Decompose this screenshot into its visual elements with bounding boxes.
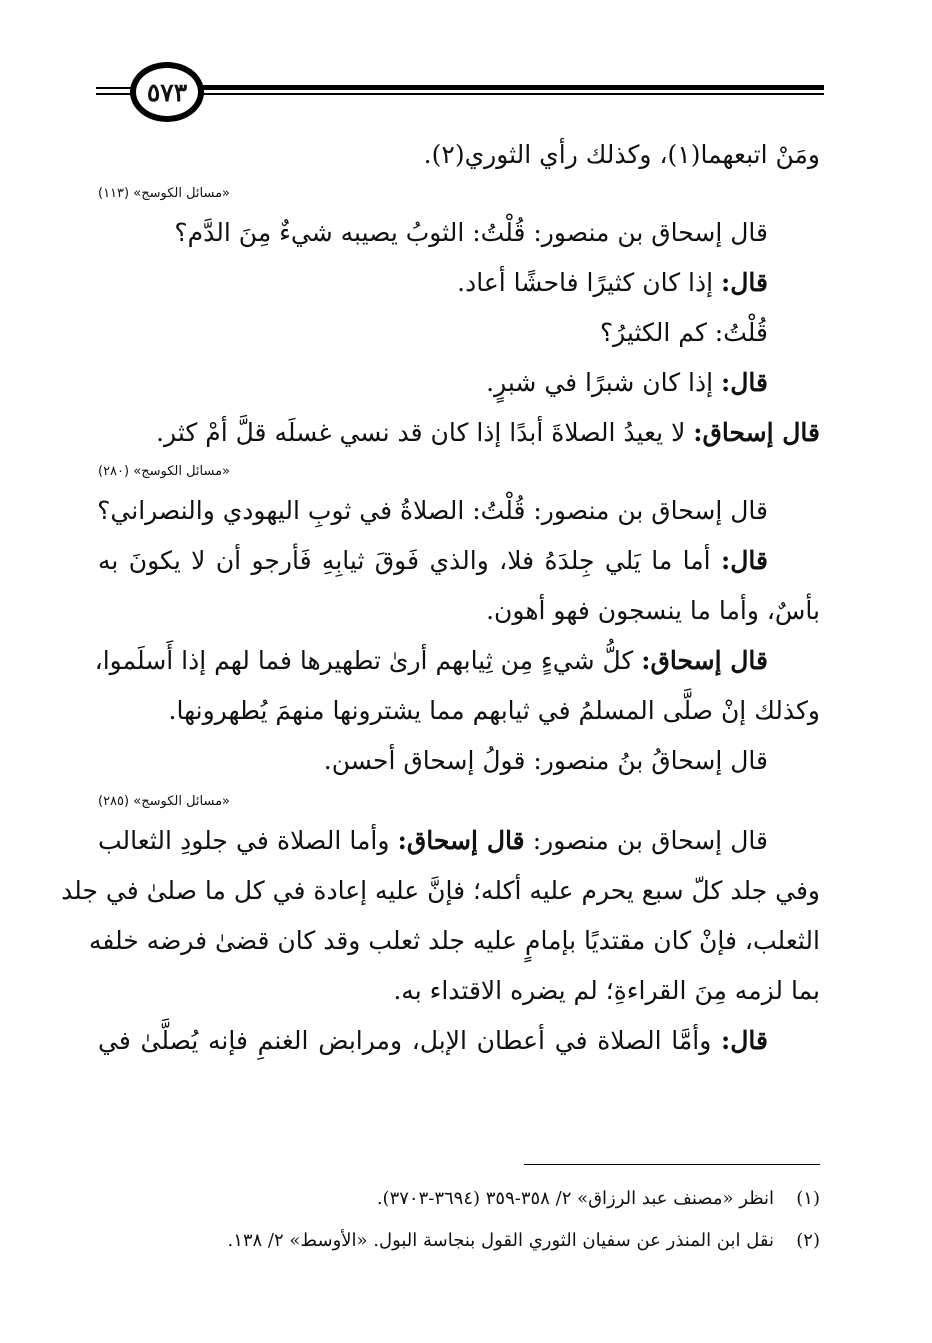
text-line (61, 866, 820, 916)
text-line (98, 308, 820, 358)
footnote (98, 1220, 820, 1262)
speaker-label: قال إسحاق: (641, 646, 768, 675)
line-text: قال إسحاقُ بنُ منصور: قولُ إسحاق أحسن. (323, 746, 768, 775)
line-text: بأسٌ، وأما ما ينسجون فهو أهون. (486, 596, 820, 625)
text-line (98, 1016, 820, 1066)
text-line (94, 636, 820, 686)
line-text: قُلْتُ: كم الكثيرُ؟ (599, 318, 768, 347)
text-line (98, 736, 820, 786)
page-number: ٥٧٣ (130, 62, 204, 122)
text-line (98, 358, 820, 408)
header-rule (200, 93, 824, 95)
speaker-label: قال إسحاق: (693, 418, 820, 447)
line-text: لا يعيدُ الصلاةَ أبدًا إذا كان قد نسي غسلَه قلَّ أمْ كثر. (156, 418, 694, 447)
header-rule (200, 85, 824, 90)
source-reference (98, 180, 820, 208)
speaker-label: قال إسحاق: (397, 826, 525, 855)
line-text: وأمَّا الصلاة في أعطان الإبل، ومرابض الغنمِ فإنه يُصلَّىٰ في (98, 1026, 722, 1055)
footnote-text: نقل ابن المنذر عن سفيان الثوري القول بنجاسة البول. «الأوسط» ٢/ ١٣٨. (227, 1230, 774, 1251)
line-text: كلُّ شيءٍ مِن ثِيابهم أرىٰ تطهيرها فما لهم إذا أَسلَموا، (94, 646, 642, 675)
line-text: الثعلب، فإنْ كان مقتديًا بإمامٍ عليه جلد ثعلب وقد كان قضىٰ فرضه خلفه (88, 926, 820, 955)
line-text: قال إسحاق بن منصور: قُلْتُ: الصلاةُ في ثوبِ اليهودي والنصراني؟ (97, 496, 768, 525)
line-text: «مسائل الكوسج» (٢٨٥) (98, 794, 231, 809)
text-line (88, 916, 820, 966)
text-line (98, 586, 820, 636)
text-line (98, 486, 820, 536)
source-reference (98, 788, 820, 816)
line-text: بما لزمه مِنَ القراءةِ؛ لم يضره الاقتداء به. (393, 976, 820, 1005)
text-line (98, 208, 820, 258)
speaker-label: قال: (721, 368, 768, 397)
text-line (98, 258, 820, 308)
speaker-label: قال: (721, 268, 768, 297)
line-text: «مسائل الكوسج» (١١٣) (98, 186, 231, 201)
text-line (98, 686, 820, 736)
text-line (98, 408, 820, 458)
text-line (98, 536, 820, 586)
line-text: وفي جلد كلّ سبع يحرم عليه أكله؛ فإنَّ عليه إعادة في كل ما صلىٰ في جلد (61, 876, 820, 905)
footnote-separator (524, 1164, 820, 1165)
line-text: وأما الصلاة في جلودِ الثعالب (98, 826, 398, 855)
speaker-label: قال: (721, 1026, 768, 1055)
text-line (98, 966, 820, 1016)
line-text: قال إسحاق بن منصور: قُلْتُ: الثوبُ يصيبه شيءٌ مِنَ الدَّم؟ (174, 218, 768, 247)
main-text (61, 130, 820, 1066)
footnote-number: (٢) (796, 1230, 820, 1251)
text-line (98, 130, 820, 180)
line-text: وكذلك إنْ صلَّى المسلمُ في ثيابهم مما يشترونها منهمَ يُطهرونها. (168, 696, 820, 725)
footnote (98, 1178, 820, 1220)
line-prefix: قال إسحاق بن منصور: (524, 826, 769, 855)
footnotes (98, 1178, 820, 1262)
text-line (98, 816, 820, 866)
line-text: أما ما يَلي جِلدَهُ فلا، والذي فَوقَ ثيابِهِ فَأرجو أن لا يكونَ به (98, 546, 722, 575)
line-text: إذا كان كثيرًا فاحشًا أعاد. (457, 268, 722, 297)
page-header (96, 62, 824, 134)
footnote-text: انظر «مصنف عبد الرزاق» ٢/ ٣٥٨-٣٥٩ (٣٦٩٤-٣٧٠٣). (376, 1188, 774, 1209)
footnote-number: (١) (796, 1188, 820, 1209)
speaker-label: قال: (721, 546, 768, 575)
line-text: إذا كان شبرًا في شبرٍ. (486, 368, 722, 397)
source-reference (98, 458, 820, 486)
line-text: «مسائل الكوسج» (٢٨٠) (98, 464, 231, 479)
line-text: ومَنْ اتبعهما(١)، وكذلك رأي الثوري(٢). (423, 140, 820, 169)
